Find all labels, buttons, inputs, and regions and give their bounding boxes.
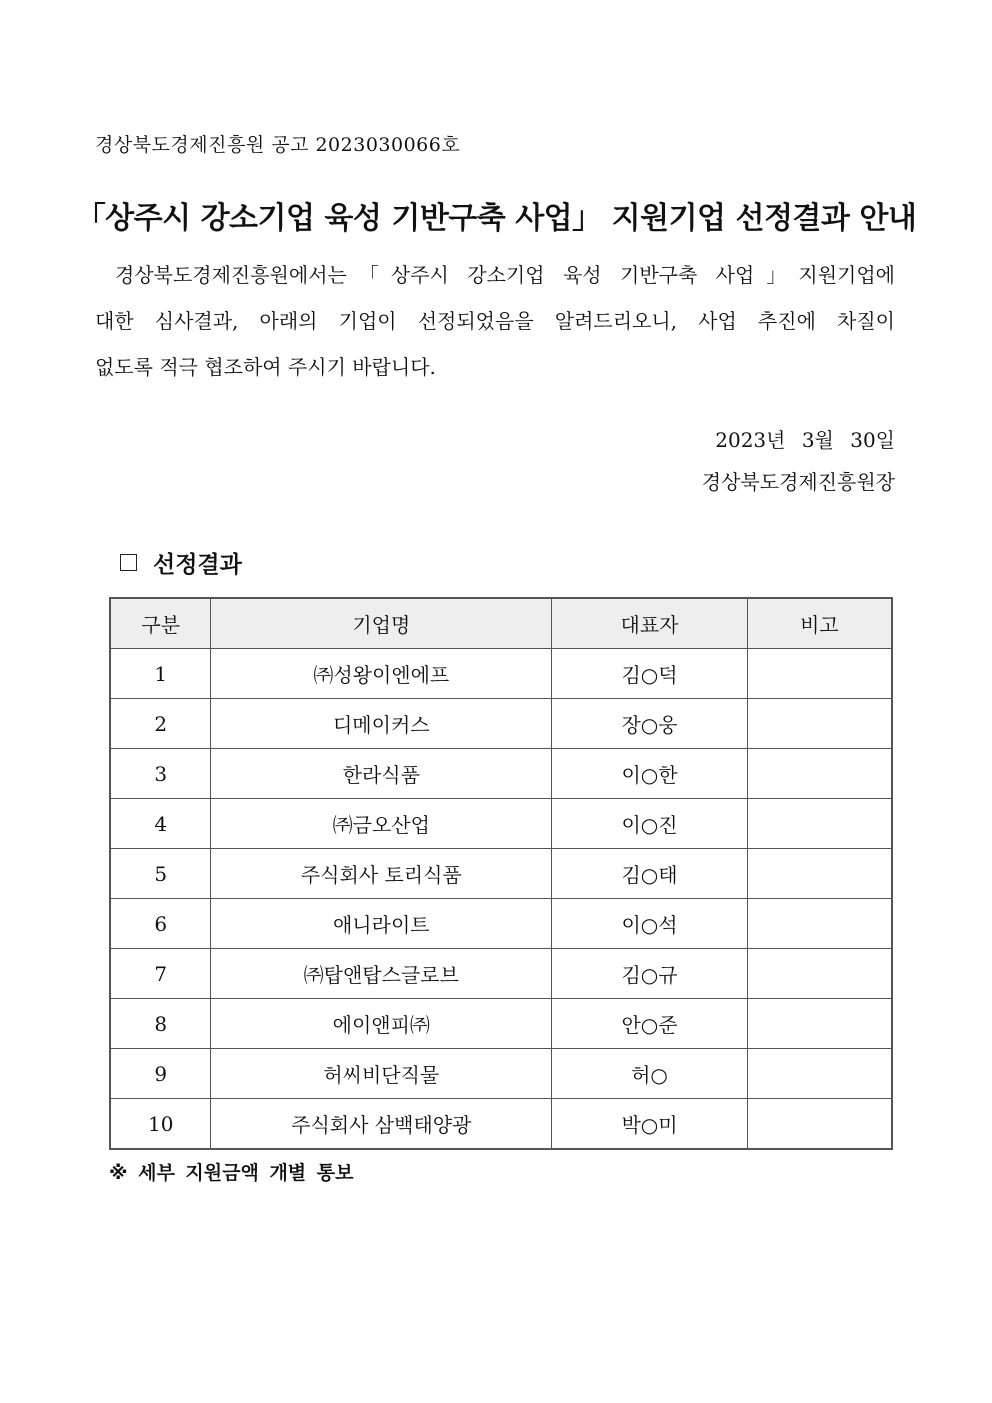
table-row: [110, 799, 892, 849]
cell-representative: 장○웅: [552, 699, 748, 749]
body-line: 대한 심사결과, 아래의 기업이 선정되었음을 알려드리오니, 사업 추진에 차질이: [95, 309, 895, 333]
table-row: [110, 899, 892, 949]
cell-company-name: 애니라이트: [211, 899, 552, 949]
header-company-name: 기업명: [211, 598, 552, 649]
cell-representative: 이○진: [552, 799, 748, 849]
header-remarks: 비고: [747, 598, 892, 649]
cell-representative: 김○태: [552, 849, 748, 899]
table-row: [110, 749, 892, 799]
issuer-signature: 경상북도경제진흥원장: [701, 470, 895, 494]
header-division: 구분: [110, 598, 211, 649]
cell-representative: 김○덕: [552, 649, 748, 699]
cell-division: 2: [110, 699, 211, 749]
cell-division: 10: [110, 1099, 211, 1150]
cell-company-name: 한라식품: [211, 749, 552, 799]
body-line: 경상북도경제진흥원에서는「상주시 강소기업 육성 기반구축 사업」지원기업에: [115, 263, 895, 287]
section-heading: [120, 546, 242, 579]
cell-company-name: 디메이커스: [211, 699, 552, 749]
cell-remarks: [747, 1099, 892, 1150]
cell-division: 7: [110, 949, 211, 999]
cell-representative: 박○미: [552, 1099, 748, 1150]
cell-remarks: [747, 949, 892, 999]
table-row: [110, 849, 892, 899]
cell-company-name: 주식회사 삼백태양광: [211, 1099, 552, 1150]
cell-division: 4: [110, 799, 211, 849]
cell-company-name: ㈜금오산업: [211, 799, 552, 849]
cell-division: 1: [110, 649, 211, 699]
cell-division: 8: [110, 999, 211, 1049]
section-title: 선정결과: [153, 552, 242, 578]
cell-remarks: [747, 749, 892, 799]
table-row: [110, 999, 892, 1049]
cell-remarks: [747, 1049, 892, 1099]
notice-number: 경상북도경제진흥원 공고 2023030066호: [95, 134, 461, 156]
cell-division: 5: [110, 849, 211, 899]
cell-division: 6: [110, 899, 211, 949]
cell-remarks: [747, 699, 892, 749]
table-row: [110, 1049, 892, 1099]
cell-remarks: [747, 999, 892, 1049]
table-row: [110, 949, 892, 999]
announcement-date: 2023년 3월 30일: [715, 428, 895, 452]
table-row: [110, 649, 892, 699]
cell-division: 9: [110, 1049, 211, 1099]
cell-division: 3: [110, 749, 211, 799]
cell-representative: 이○석: [552, 899, 748, 949]
cell-company-name: 에이앤피㈜: [211, 999, 552, 1049]
cell-company-name: 주식회사 토리식품: [211, 849, 552, 899]
cell-remarks: [747, 649, 892, 699]
cell-remarks: [747, 799, 892, 849]
cell-representative: 허○: [552, 1049, 748, 1099]
body-line: 없도록 적극 협조하여 주시기 바랍니다.: [95, 355, 436, 379]
checkbox-icon: [120, 554, 137, 571]
table-header-row: [110, 598, 892, 649]
announcement-body: [95, 252, 895, 390]
table-row: [110, 1099, 892, 1150]
page-title: 「상주시 강소기업 육성 기반구축 사업」 지원기업 선정결과 안내: [75, 201, 917, 236]
cell-representative: 안○준: [552, 999, 748, 1049]
cell-representative: 김○규: [552, 949, 748, 999]
selection-results-table: [109, 597, 893, 1150]
header-representative: 대표자: [552, 598, 748, 649]
cell-company-name: ㈜성왕이엔에프: [211, 649, 552, 699]
footnote: ※ 세부 지원금액 개별 통보: [109, 1162, 354, 1184]
cell-company-name: ㈜탑앤탑스글로브: [211, 949, 552, 999]
cell-remarks: [747, 849, 892, 899]
cell-representative: 이○한: [552, 749, 748, 799]
cell-remarks: [747, 899, 892, 949]
table-row: [110, 699, 892, 749]
cell-company-name: 허씨비단직물: [211, 1049, 552, 1099]
